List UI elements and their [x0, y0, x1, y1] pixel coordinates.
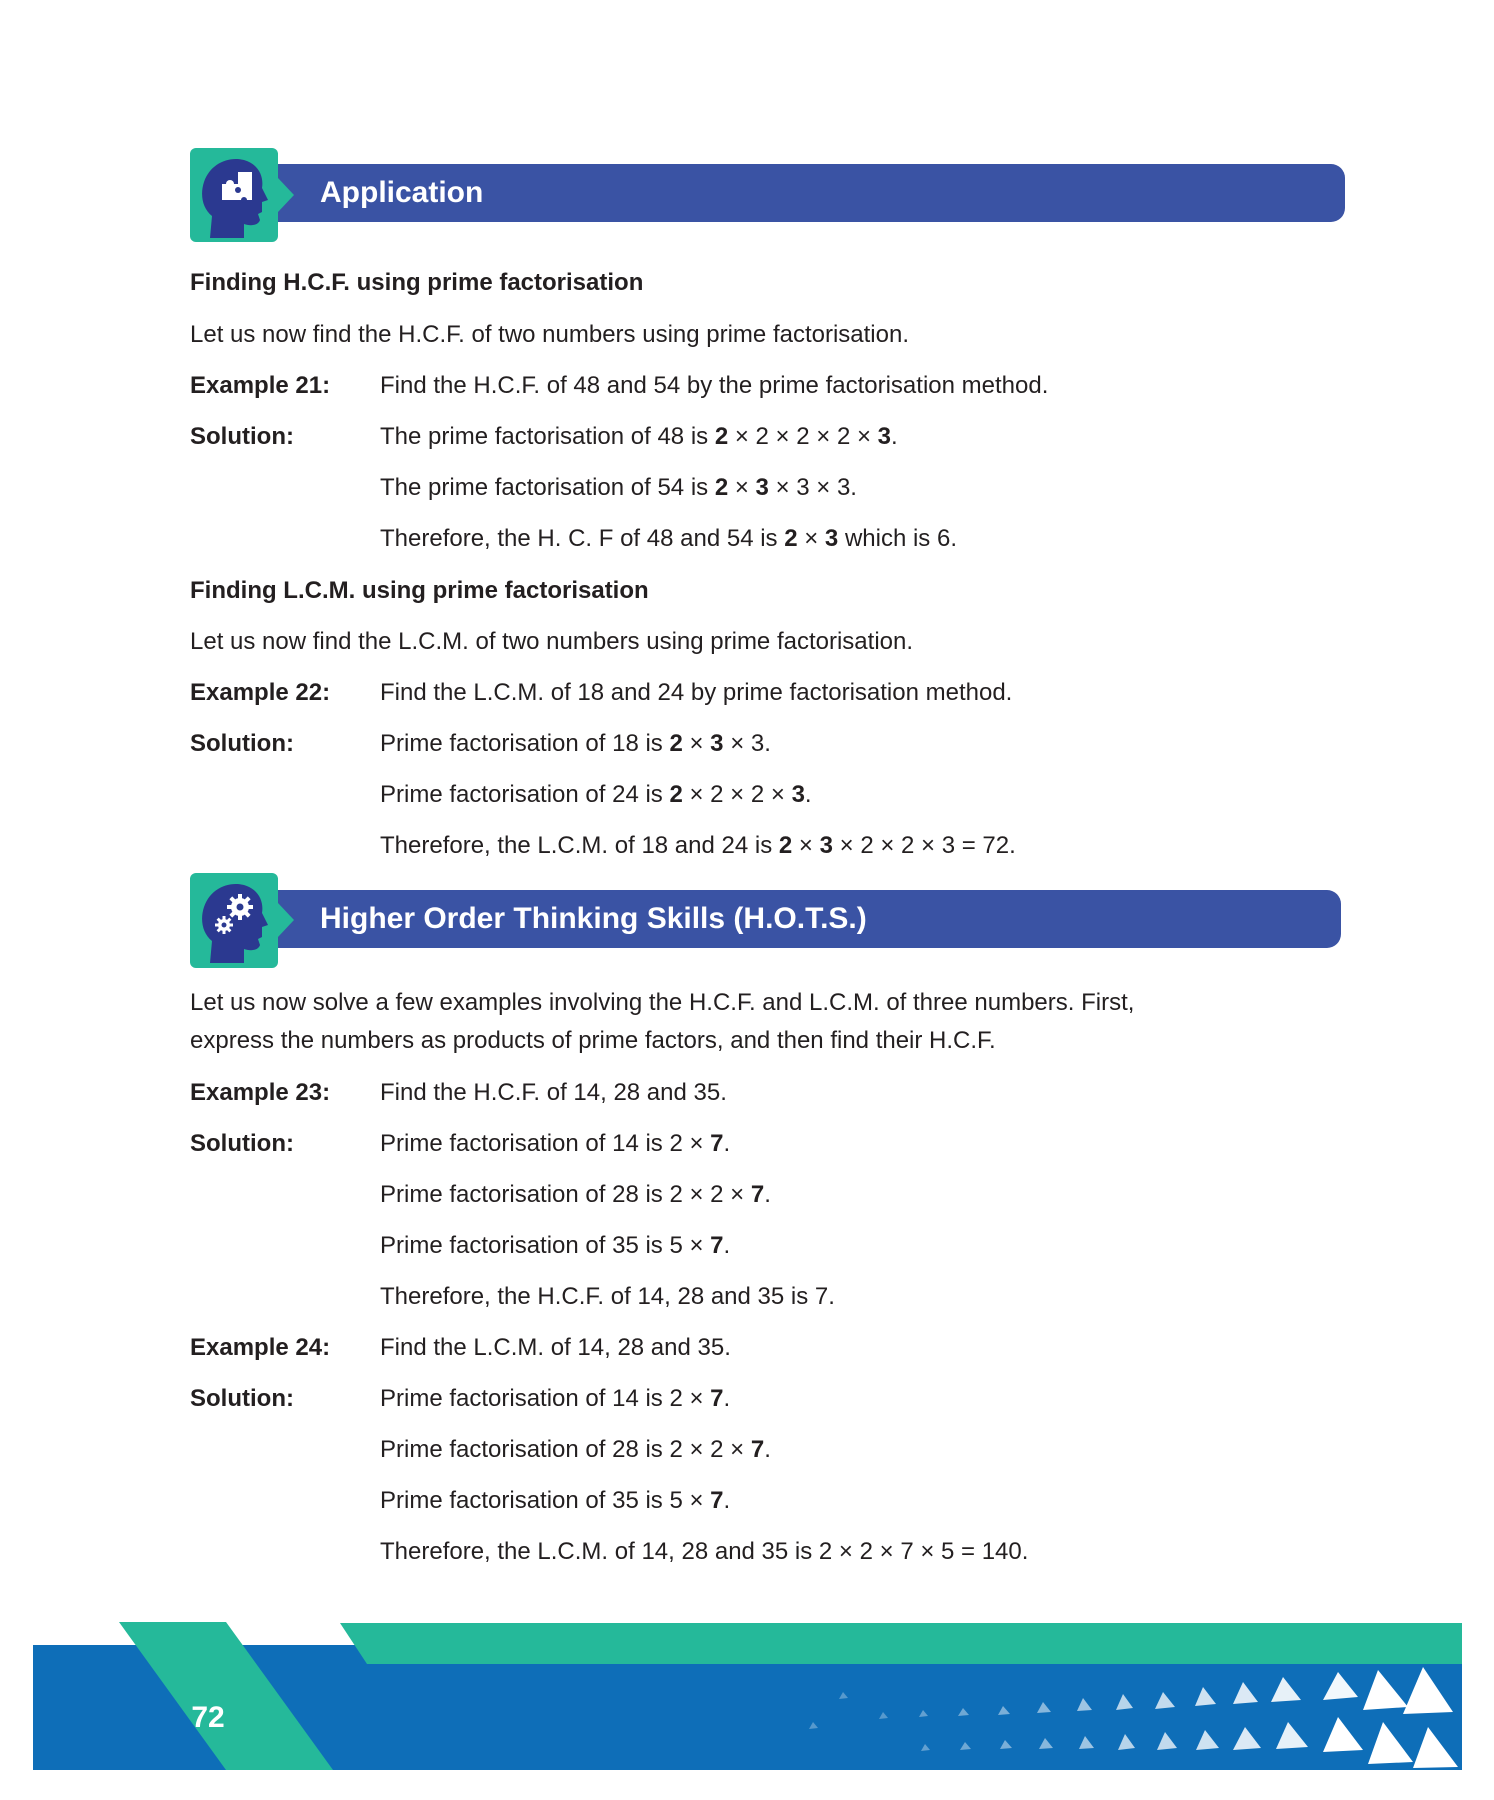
- example-23-label: Example 23:: [190, 1079, 331, 1106]
- solution-line: Prime factorisation of 35 is 5 × 7.: [380, 1487, 731, 1514]
- footer-decoration: [33, 1622, 1462, 1770]
- solution-line: Prime factorisation of 28 is 2 × 2 × 7.: [380, 1436, 771, 1463]
- example-22-label: Example 22:: [190, 679, 331, 706]
- example-22-text: Find the L.C.M. of 18 and 24 by prime factorisation method.: [380, 679, 1013, 706]
- page-number: 72: [191, 1701, 225, 1734]
- example-24-text: Find the L.C.M. of 14, 28 and 35.: [380, 1334, 731, 1361]
- example-24-label: Example 24:: [190, 1334, 331, 1361]
- solution-line: The prime factorisation of 54 is 2 × 3 × 3 × 3.: [380, 474, 857, 501]
- solution-line: Prime factorisation of 14 is 2 × 7.: [380, 1130, 731, 1157]
- example-23-text: Find the H.C.F. of 14, 28 and 35.: [380, 1079, 727, 1106]
- section-title: Application: [320, 176, 484, 209]
- example-21-text: Find the H.C.F. of 48 and 54 by the prime factorisation method.: [380, 372, 1049, 399]
- head-gears-icon: [190, 873, 278, 968]
- solution-line: Prime factorisation of 18 is 2 × 3 × 3.: [380, 730, 771, 757]
- solution-line: Prime factorisation of 28 is 2 × 2 × 7.: [380, 1181, 771, 1208]
- solution-line: The prime factorisation of 48 is 2 × 2 × 2 × 2 × 3.: [380, 423, 898, 450]
- hots-intro-line-2: express the numbers as products of prime factors, and then find their H.C.F.: [190, 1027, 996, 1054]
- solution-line: Therefore, the H. C. F of 48 and 54 is 2 × 3 which is 6.: [380, 525, 957, 552]
- page-footer: [33, 1622, 1462, 1770]
- solution-label: Solution:: [190, 1130, 294, 1157]
- solution-label: Solution:: [190, 730, 294, 757]
- solution-line: Therefore, the L.C.M. of 14, 28 and 35 is 2 × 2 × 7 × 5 = 140.: [380, 1538, 1029, 1565]
- solution-line: Therefore, the H.C.F. of 14, 28 and 35 is 7.: [380, 1283, 835, 1310]
- hcf-heading: Finding H.C.F. using prime factorisation: [190, 269, 644, 296]
- section-title: Higher Order Thinking Skills (H.O.T.S.): [320, 902, 867, 935]
- lcm-intro: Let us now find the L.C.M. of two numbers using prime factorisation.: [190, 628, 914, 655]
- solution-line: Prime factorisation of 14 is 2 × 7.: [380, 1385, 731, 1412]
- example-21-label: Example 21:: [190, 372, 331, 399]
- lcm-heading: Finding L.C.M. using prime factorisation: [190, 577, 649, 604]
- head-puzzle-icon: [190, 148, 278, 242]
- hots-banner: [270, 890, 1341, 948]
- solution-label: Solution:: [190, 1385, 294, 1412]
- hcf-intro: Let us now find the H.C.F. of two numbers using prime factorisation.: [190, 321, 910, 348]
- hots-intro-line-1: Let us now solve a few examples involving the H.C.F. and L.C.M. of three numbers. First,: [190, 989, 1135, 1016]
- solution-line: Prime factorisation of 24 is 2 × 2 × 2 × 3.: [380, 781, 812, 808]
- solution-line: Prime factorisation of 35 is 5 × 7.: [380, 1232, 731, 1259]
- application-banner: [270, 164, 1345, 222]
- solution-line: Therefore, the L.C.M. of 18 and 24 is 2 × 3 × 2 × 2 × 3 = 72.: [380, 832, 1016, 859]
- solution-label: Solution:: [190, 423, 294, 450]
